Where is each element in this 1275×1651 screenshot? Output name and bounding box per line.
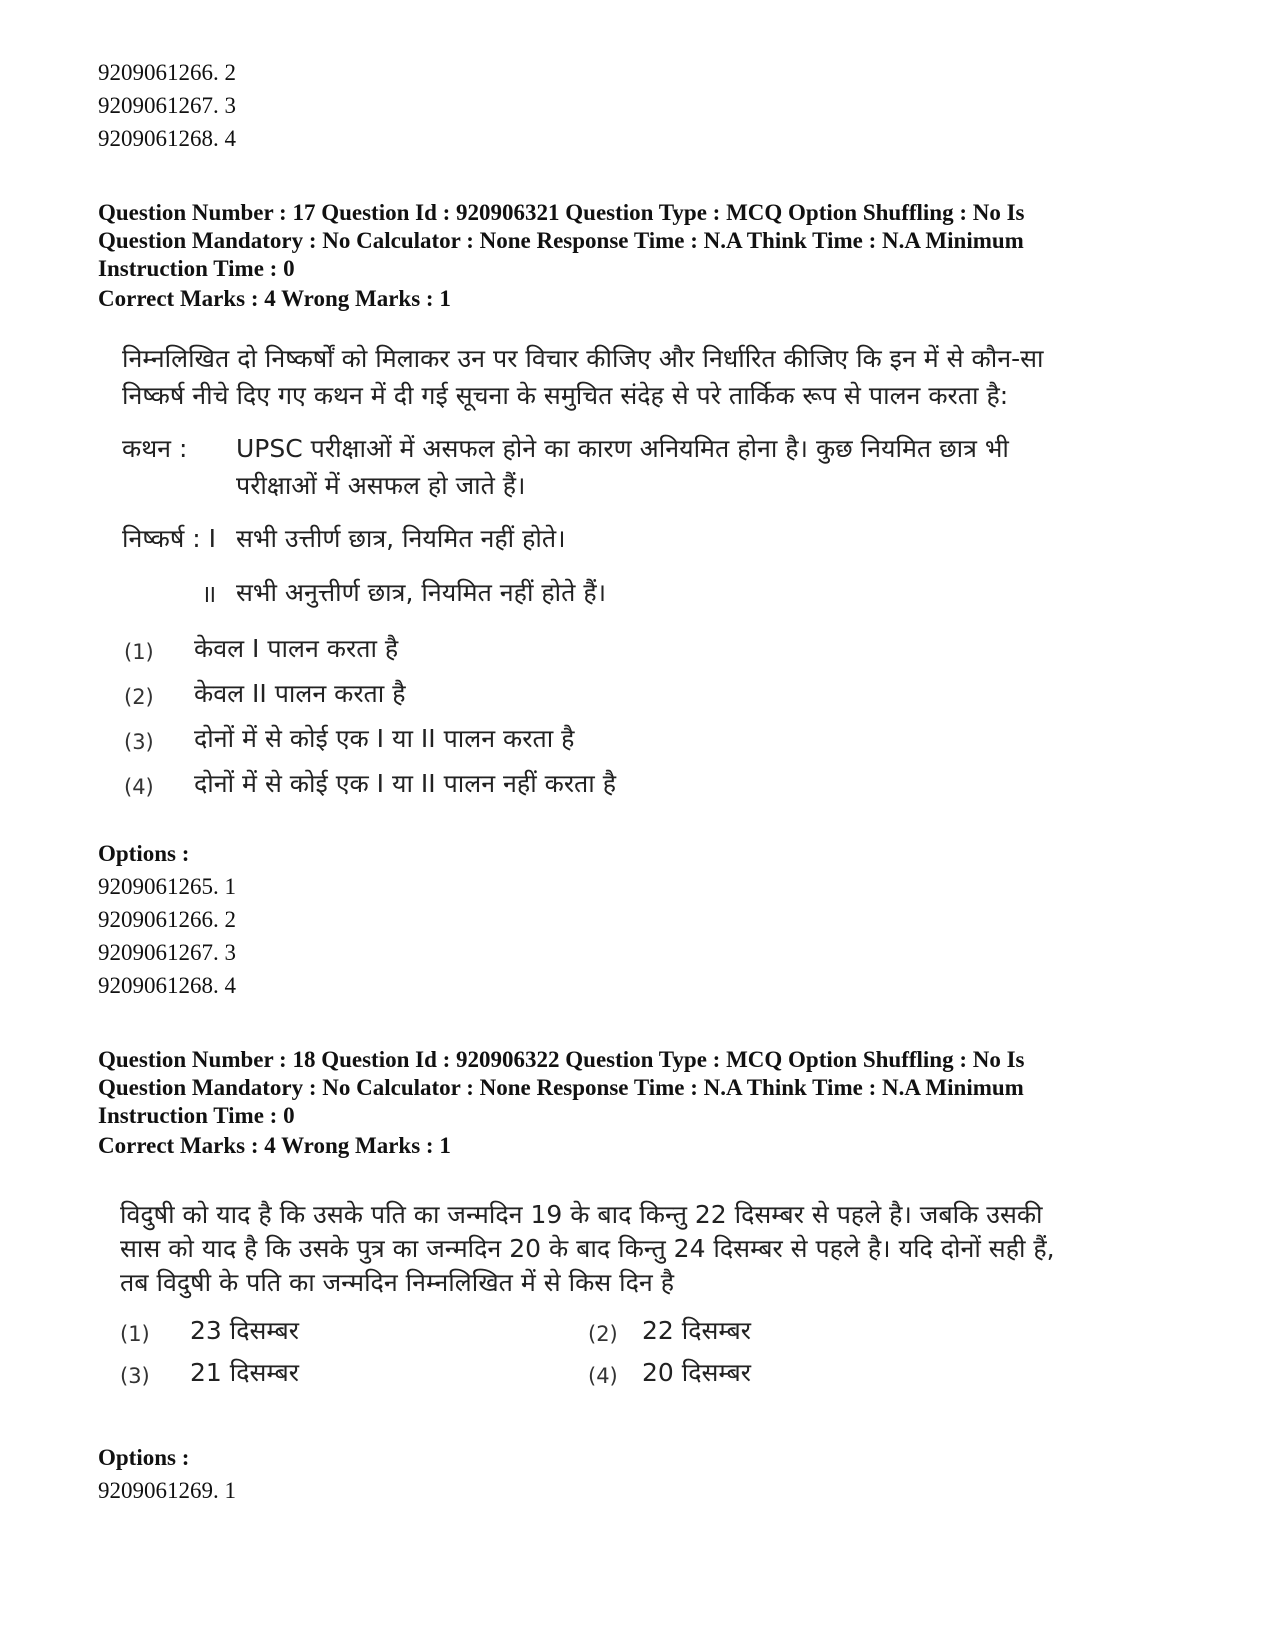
- option-line: 9209061267. 3: [98, 93, 236, 118]
- q18-choice-text: 21 दिसम्बर: [190, 1358, 300, 1387]
- q17-choice-number: (2): [124, 685, 154, 709]
- q17-conclusion-2-label: II: [204, 583, 216, 607]
- q18-options-label: Options :: [98, 1445, 190, 1470]
- q18-choice-text: 22 दिसम्बर: [642, 1316, 752, 1345]
- q17-intro-line-1: निम्नलिखित दो निष्कर्षों को मिलाकर उन पर विचार कीजिए और निर्धारित कीजिए कि इन में से कौन-सा: [122, 344, 1044, 373]
- q17-statement-line-1: UPSC परीक्षाओं में असफल होने का कारण अनियमित होना है। कुछ नियमित छात्र भी: [236, 434, 1009, 463]
- question-18-meta: Question Number : 18 Question Id : 920906322 Question Type : MCQ Option Shuffling : No Is Question Mandatory : No Calculator : None Response Time : N.A Think Time : N.A Minimum Instruction Time : 0: [98, 1047, 1025, 1128]
- q17-conclusion-label: निष्कर्ष : I: [122, 524, 217, 553]
- q17-choice-text: केवल II पालन करता है: [194, 679, 406, 708]
- q18-choice-number: (2): [588, 1322, 618, 1346]
- option-line: 9209061269. 1: [98, 1478, 236, 1503]
- q17-choice-text: दोनों में से कोई एक I या II पालन करता है: [194, 724, 575, 753]
- q18-choice-number: (3): [120, 1364, 150, 1388]
- q18-text-line-1: विदुषी को याद है कि उसके पति का जन्मदिन 19 के बाद किन्तु 22 दिसम्बर से पहले है। जबकि उसकी: [120, 1200, 1043, 1229]
- q18-choice-number: (1): [120, 1322, 150, 1346]
- q17-choice-text: केवल I पालन करता है: [194, 634, 399, 663]
- question-17-meta: Question Number : 17 Question Id : 920906321 Question Type : MCQ Option Shuffling : No Is Question Mandatory : No Calculator : None Response Time : N.A Think Time : N.A Minimum Instruction Time : 0: [98, 200, 1025, 281]
- q18-choice-number: (4): [588, 1364, 618, 1388]
- q17-choice-text: दोनों में से कोई एक I या II पालन नहीं करता है: [194, 769, 616, 798]
- q18-choice-text: 20 दिसम्बर: [642, 1358, 752, 1387]
- q17-choice-number: (4): [124, 775, 154, 799]
- q18-text-line-2: सास को याद है कि उसके पुत्र का जन्मदिन 20 के बाद किन्तु 24 दिसम्बर से पहले है। यदि दोनों सही हैं,: [120, 1234, 1055, 1263]
- q17-choice-number: (1): [124, 640, 154, 664]
- option-line: 9209061267. 3: [98, 940, 236, 965]
- q17-conclusion-2: सभी अनुत्तीर्ण छात्र, नियमित नहीं होते हैं।: [236, 578, 607, 607]
- q17-intro-line-2: निष्कर्ष नीचे दिए गए कथन में दी गई सूचना के समुचित संदेह से परे तार्किक रूप से पालन करता है:: [122, 381, 1009, 410]
- option-line: 9209061266. 2: [98, 907, 236, 932]
- option-line: 9209061268. 4: [98, 126, 236, 151]
- option-line: 9209061265. 1: [98, 874, 236, 899]
- q18-choice-text: 23 दिसम्बर: [190, 1316, 300, 1345]
- option-line: 9209061268. 4: [98, 973, 236, 998]
- q17-conclusion-1: सभी उत्तीर्ण छात्र, नियमित नहीं होते।: [236, 524, 566, 553]
- q17-choice-number: (3): [124, 730, 154, 754]
- q17-statement-line-2: परीक्षाओं में असफल हो जाते हैं।: [236, 471, 526, 500]
- option-line: 9209061266. 2: [98, 60, 236, 85]
- question-18-marks: Correct Marks : 4 Wrong Marks : 1: [98, 1133, 451, 1158]
- q18-text-line-3: तब विदुषी के पति का जन्मदिन निम्नलिखित में से किस दिन है: [120, 1268, 674, 1297]
- question-17-marks: Correct Marks : 4 Wrong Marks : 1: [98, 286, 451, 311]
- q17-options-label: Options :: [98, 841, 190, 866]
- q17-statement-label: कथन :: [122, 434, 188, 463]
